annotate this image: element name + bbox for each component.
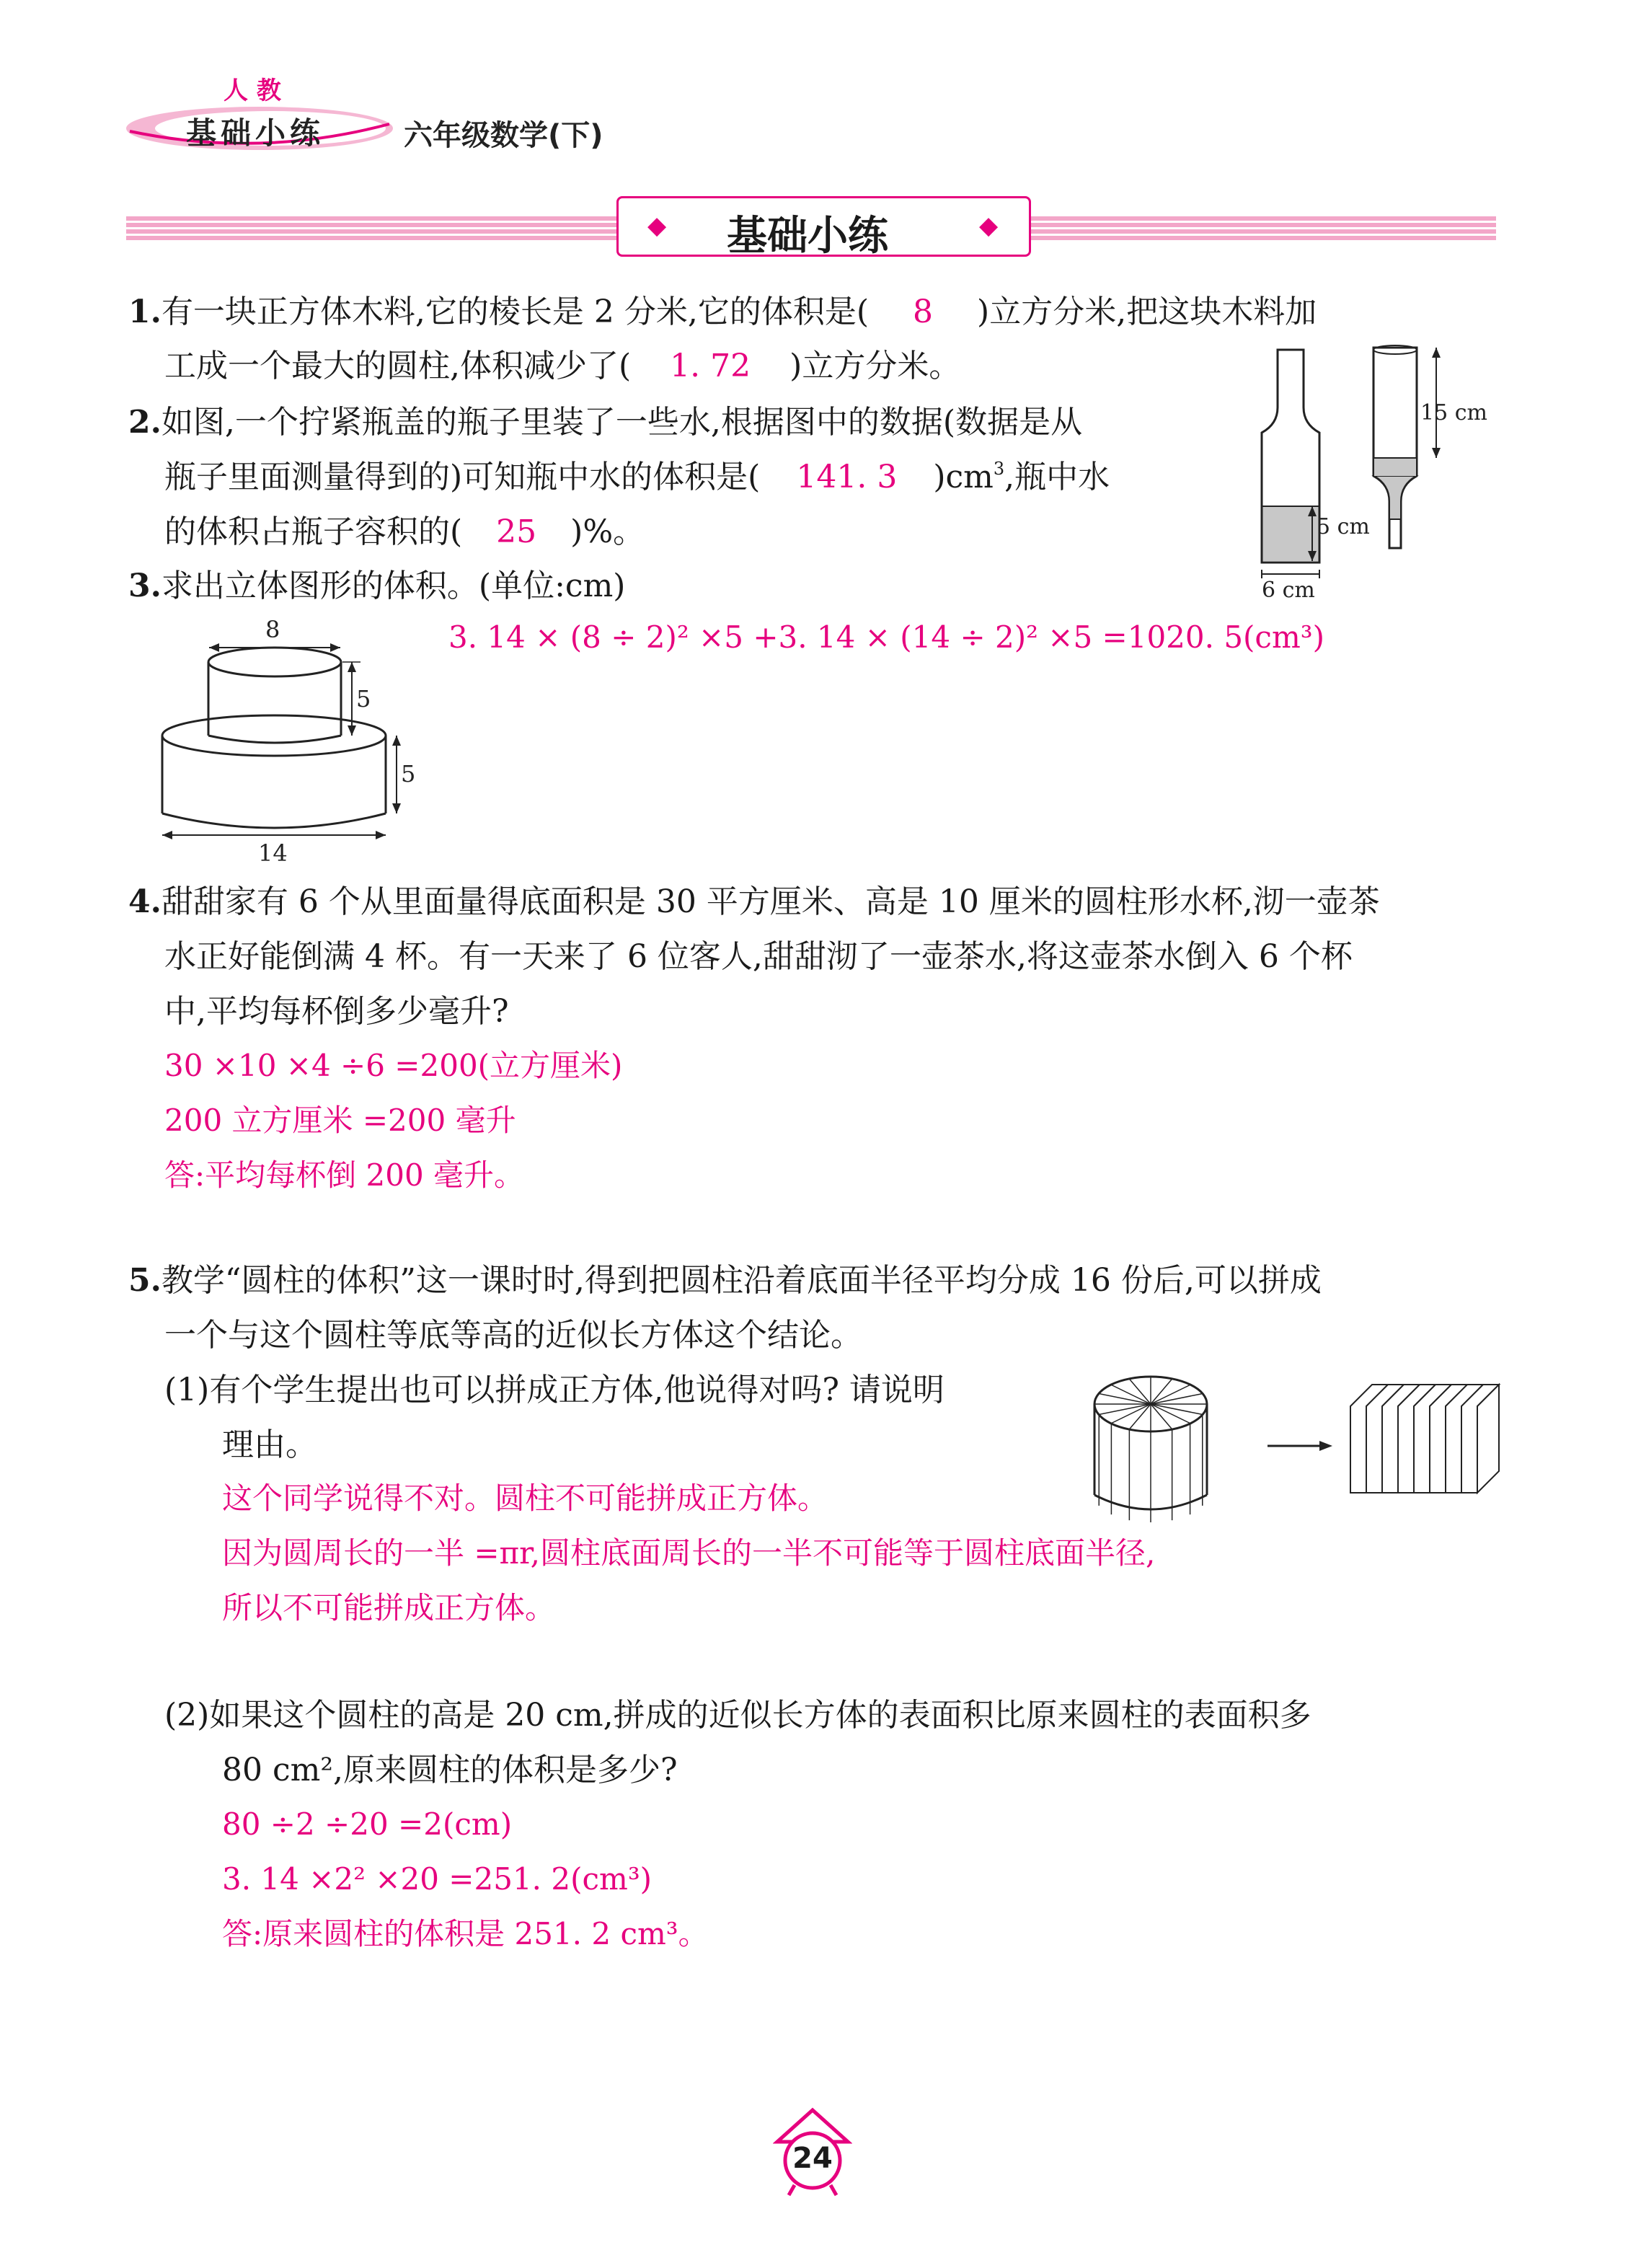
question-5-line-1: 5.教学“圆柱的体积”这一课时时,得到把圆柱沿着底面半径平均分成 16 份后,可以拼成 bbox=[128, 1262, 1322, 1299]
question-4-answer-1: 30 ×10 ×4 ÷6 =200(立方厘米) bbox=[164, 1048, 623, 1083]
question-2-line-1: 2.如图,一个拧紧瓶盖的瓶子里装了一些水,根据图中的数据(数据是从 bbox=[128, 404, 1083, 441]
question-5-2-answer-3: 答:原来圆柱的体积是 251. 2 cm³。 bbox=[222, 1916, 709, 1951]
title-marker-left: ◆ bbox=[647, 211, 667, 240]
question-3-number: 3. bbox=[128, 568, 162, 604]
page-number-badge bbox=[773, 2104, 852, 2198]
title-band-left bbox=[126, 216, 616, 241]
question-5-2-answer-2: 3. 14 ×2² ×20 =251. 2(cm³) bbox=[222, 1861, 652, 1897]
header-edition: 人 教 bbox=[224, 76, 281, 105]
question-4-line-1: 4.甜甜家有 6 个从里面量得底面积是 30 平方厘米、高是 10 厘米的圆柱形水杯,沏一壶茶 bbox=[128, 883, 1380, 920]
question-3-answer: 3. 14 × (8 ÷ 2)² ×5 +3. 14 × (14 ÷ 2)² ×5 =1020. 5(cm³) bbox=[448, 619, 1325, 655]
q2-answer-blank-1: 141. 3 bbox=[796, 459, 898, 495]
section-title-box bbox=[616, 196, 1031, 260]
question-5-2-line-1: (2)如果这个圆柱的高是 20 cm,拼成的近似长方体的表面积比原来圆柱的表面积多 bbox=[164, 1697, 1311, 1734]
q2-answer-blank-2: 25 bbox=[496, 513, 537, 550]
sector-line bbox=[1111, 1404, 1151, 1424]
question-4-answer-3: 答:平均每杯倒 200 毫升。 bbox=[164, 1157, 525, 1193]
title-marker-right: ◆ bbox=[979, 211, 999, 240]
question-4-line-2: 水正好能倒满 4 杯。有一天来了 6 位客人,甜甜沏了一壶茶水,将这壶茶水倒入 6 个杯 bbox=[164, 938, 1353, 975]
title-band-right bbox=[1031, 216, 1496, 241]
sub-question-1-label: (1) bbox=[164, 1372, 210, 1408]
cylinder-to-cuboid-figure bbox=[1087, 1367, 1505, 1525]
question-5-1-answer-2: 因为圆周长的一半 =πr,圆柱底面周长的一半不可能等于圆柱底面半径, bbox=[222, 1535, 1156, 1571]
question-5-1-answer-1: 这个同学说得不对。圆柱不可能拼成正方体。 bbox=[222, 1481, 828, 1516]
stacked-cylinders-figure bbox=[151, 613, 440, 873]
header-series: 基础小练 bbox=[186, 115, 325, 151]
question-2-number: 2. bbox=[128, 404, 162, 441]
question-5-2-answer-1: 80 ÷2 ÷20 =2(cm) bbox=[222, 1806, 513, 1842]
q1-answer-blank-1: 8 bbox=[913, 294, 934, 330]
bottle-height-air-label: 15 cm bbox=[1420, 400, 1487, 425]
question-1-line-1: 1.有一块正方体木料,它的棱长是 2 分米,它的体积是( 8 )立方分米,把这块木料加 bbox=[128, 285, 1317, 340]
page-number: 24 bbox=[792, 2142, 833, 2175]
bottom-height-label: 5 bbox=[401, 760, 416, 787]
bottom-diameter-label: 14 bbox=[258, 839, 288, 867]
section-title: 基础小练 bbox=[727, 213, 888, 260]
question-2-line-3: 的体积占瓶子容积的( 25 )%。 bbox=[164, 505, 645, 560]
question-5-1-line-1: (1)有个学生提出也可以拼成正方体,他说得对吗? 请说明 bbox=[164, 1372, 944, 1408]
top-diameter-label: 8 bbox=[265, 616, 280, 643]
question-2-line-2: 瓶子里面测量得到的)可知瓶中水的体积是( 141. 3 )$cm^3$,瓶中水 bbox=[164, 450, 1110, 505]
question-1-line-2: 工成一个最大的圆柱,体积减少了( 1. 72 )立方分米。 bbox=[164, 339, 960, 394]
question-5-number: 5. bbox=[128, 1262, 162, 1299]
question-4-answer-2: 200 立方厘米 =200 毫升 bbox=[164, 1103, 516, 1138]
question-1-number: 1. bbox=[128, 294, 162, 330]
header bbox=[123, 65, 627, 166]
question-4-number: 4. bbox=[128, 883, 162, 920]
question-3-text: 3.求出立体图形的体积。(单位:cm) bbox=[128, 568, 626, 604]
q1-answer-blank-2: 1. 72 bbox=[670, 348, 751, 384]
question-4-line-3: 中,平均每杯倒多少毫升? bbox=[164, 993, 509, 1030]
header-subject: 六年级数学(下) bbox=[404, 119, 603, 152]
sector-line bbox=[1111, 1385, 1151, 1404]
sector-line bbox=[1151, 1404, 1190, 1424]
question-5-line-2: 一个与这个圆柱等底等高的近似长方体这个结论。 bbox=[164, 1317, 862, 1354]
sub-question-2-label: (2) bbox=[164, 1697, 210, 1734]
question-5-2-line-2: 80 cm²,原来圆柱的体积是多少? bbox=[222, 1752, 678, 1788]
bottle-height-water-label: 5 cm bbox=[1317, 514, 1370, 539]
bottle-figure bbox=[1233, 339, 1536, 599]
question-5-1-line-2: 理由。 bbox=[222, 1426, 317, 1463]
bottle-diameter-label: 6 cm bbox=[1262, 578, 1315, 599]
question-5-1-answer-3: 所以不可能拼成正方体。 bbox=[222, 1590, 556, 1625]
top-height-label: 5 bbox=[356, 685, 371, 712]
sector-line bbox=[1151, 1385, 1190, 1404]
